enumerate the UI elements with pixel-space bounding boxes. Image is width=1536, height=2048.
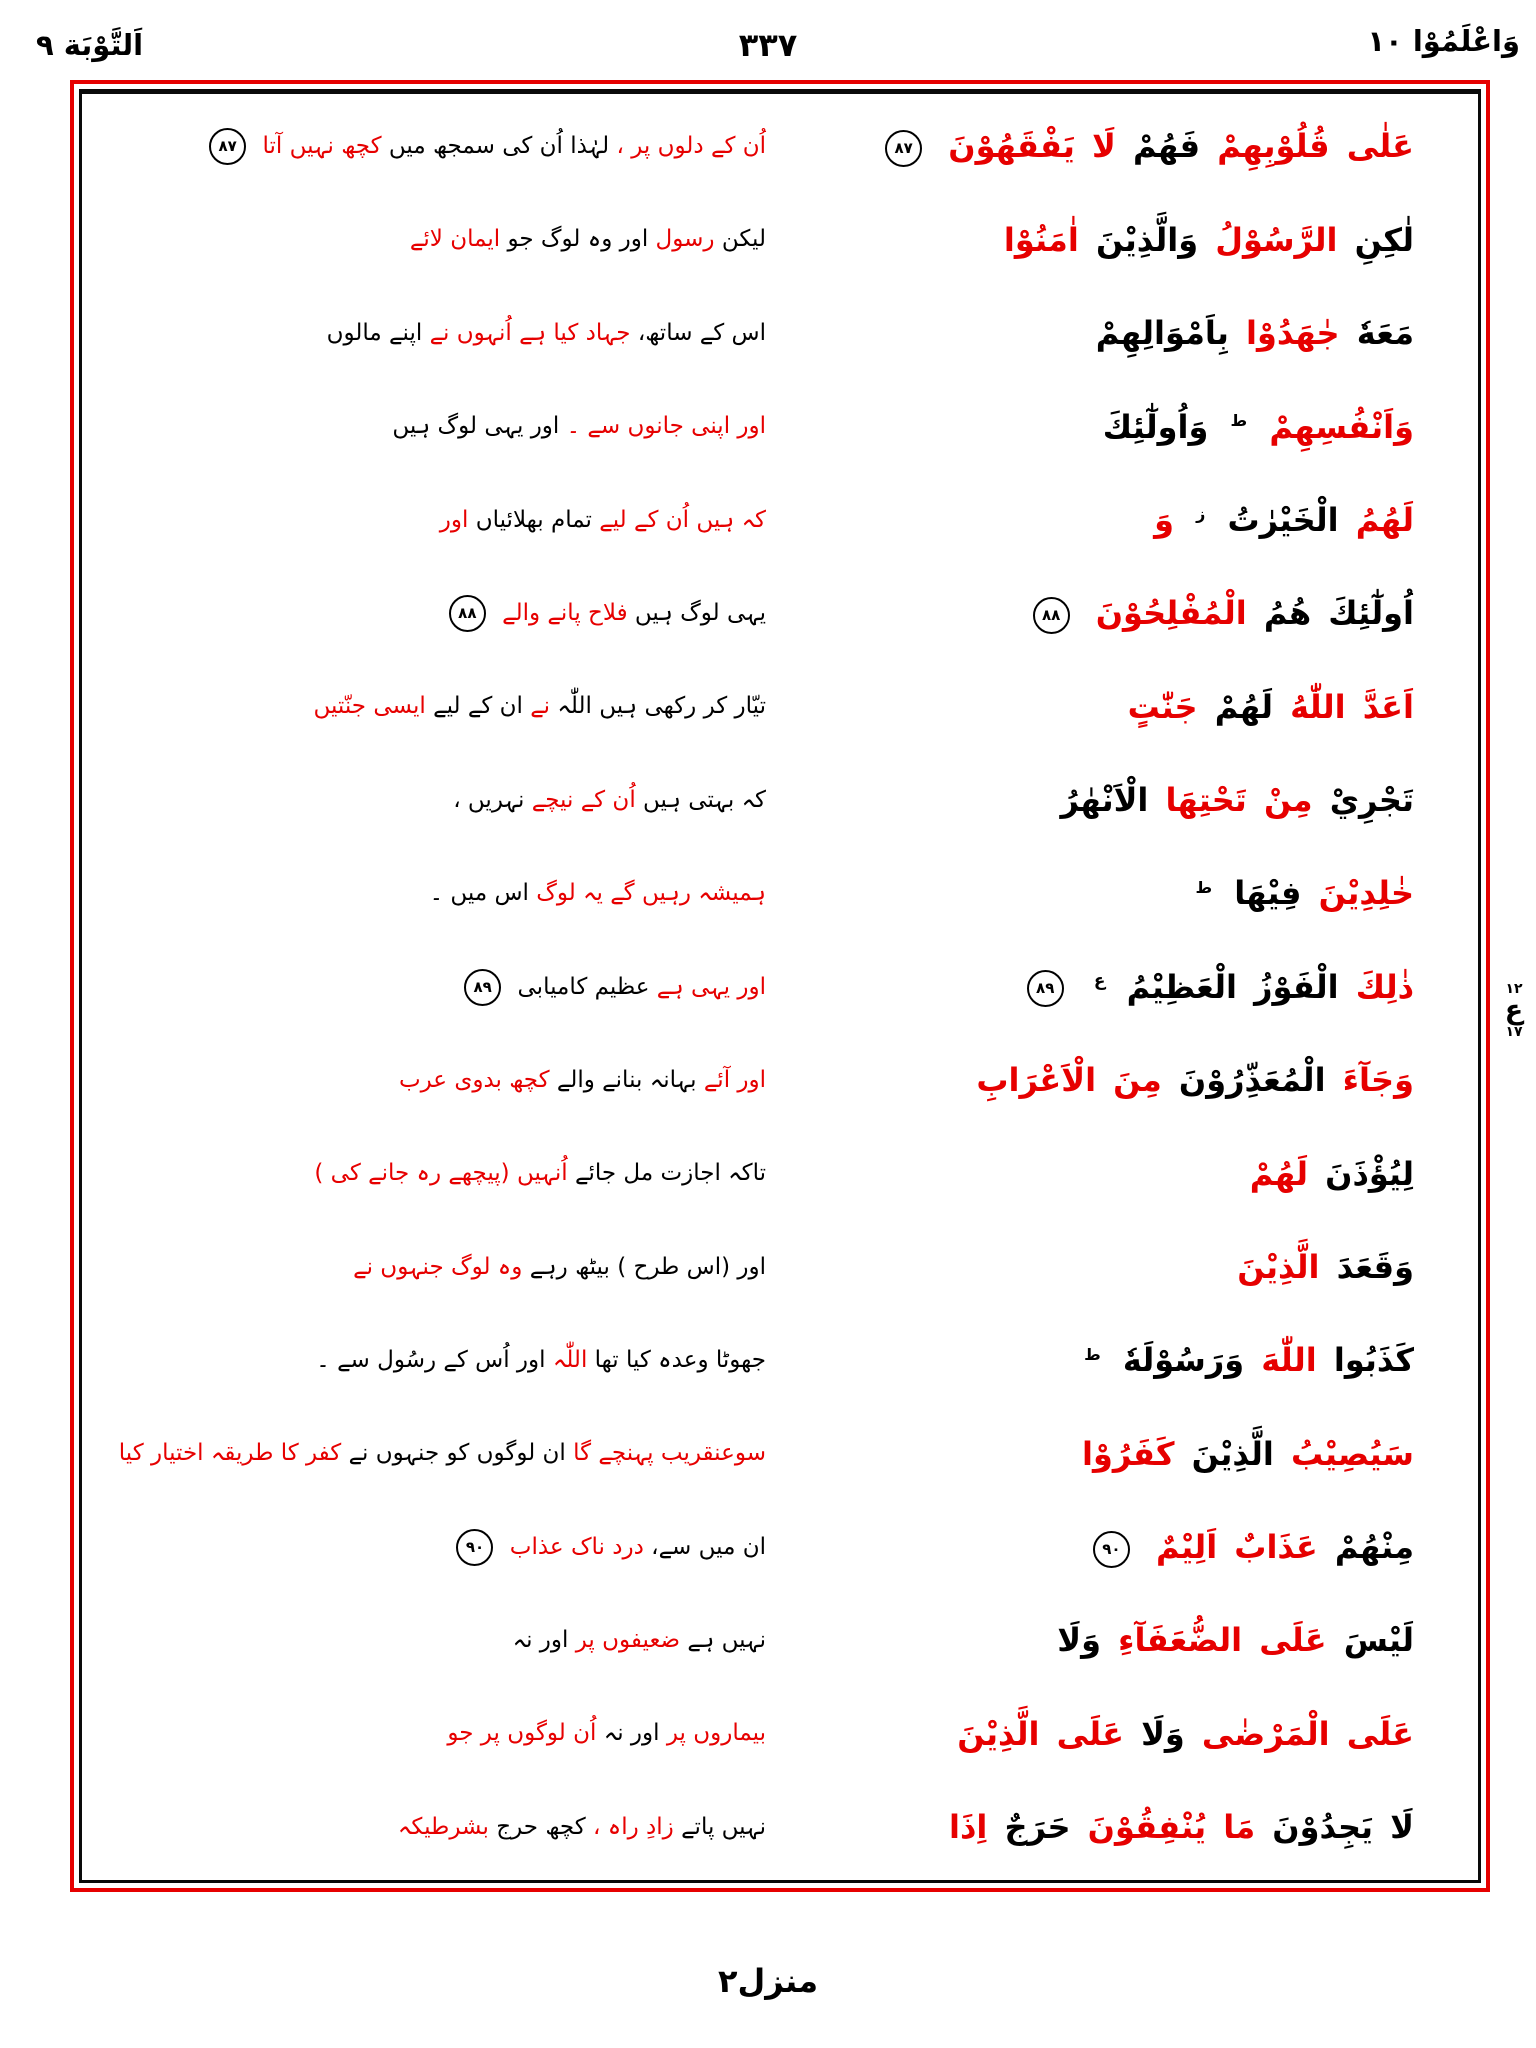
- text-segment: حَرَجٌ: [1004, 1808, 1071, 1847]
- text-segment: الرَّسُوْلُ: [1215, 220, 1338, 259]
- ruku-ain-glyph: ع: [1504, 994, 1524, 1026]
- verse-row: [90, 940, 1470, 1033]
- arabic-verse-text: [780, 964, 1470, 1010]
- text-segment: اپنے مالوں: [326, 319, 423, 346]
- arabic-verse-text: [780, 590, 1470, 636]
- text-segment: ذٰلِكَ: [1355, 967, 1414, 1006]
- text-segment: اللّٰهَ: [1261, 1341, 1317, 1380]
- text-segment: مَا يُنْفِقُوْنَ: [1087, 1808, 1256, 1847]
- text-segment: جھوٹا وعدہ کیا تھا: [594, 1346, 766, 1373]
- verse-number-badge: ۸۹: [464, 969, 501, 1006]
- urdu-translation-text: [90, 1251, 780, 1284]
- text-segment: اور اُس کے رسُول سے ۔: [316, 1346, 546, 1373]
- text-segment: لٰكِنِ: [1354, 220, 1414, 259]
- text-segment: اور (اس طرح ) بیٹھ رہے: [529, 1253, 766, 1280]
- page-number: ۳۳۷: [738, 26, 798, 64]
- page-header: [0, 14, 1536, 74]
- urdu-translation-text: [90, 1064, 780, 1097]
- page-border-black: [79, 89, 1481, 1883]
- text-segment: زادِ راہ ،: [592, 1813, 674, 1840]
- text-segment: کچھ حرج: [496, 1813, 586, 1840]
- text-segment: اور یہی لوگ ہیں: [392, 413, 560, 440]
- verse-row: [90, 193, 1470, 286]
- text-segment: مَعَهٗ: [1356, 314, 1414, 353]
- text-segment: تمام بھلائیاں: [475, 506, 592, 533]
- urdu-translation-text: [90, 1529, 780, 1566]
- text-segment: لَيْسَ: [1343, 1621, 1414, 1660]
- text-segment: کہ بہتی ہیں: [643, 786, 766, 813]
- verse-row: [90, 474, 1470, 567]
- text-segment: وَاَنْفُسِهِمْ: [1269, 407, 1414, 446]
- arabic-verse-text: [780, 497, 1470, 543]
- surah-title: اَلتَّوْبَة ۹: [36, 28, 144, 62]
- ruku-end-mark: ع: [1093, 971, 1106, 992]
- text-segment: اُولٰٓئِكَ هُمُ: [1263, 594, 1414, 633]
- text-segment: عظیم کامیابی: [517, 973, 650, 1000]
- text-segment: وہ لوگ جنہوں نے: [353, 1253, 523, 1280]
- text-segment: عَلٰى قُلُوْبِهِمْ: [1217, 127, 1414, 166]
- text-segment: اَعَدَّ اللّٰهُ: [1290, 687, 1414, 726]
- text-segment: كَذَبُوا: [1333, 1341, 1414, 1380]
- text-segment: عَلَى الَّذِيْنَ: [957, 1714, 1124, 1753]
- verse-row: [90, 1034, 1470, 1127]
- text-segment: لِيُؤْذَنَ: [1325, 1154, 1414, 1193]
- waqf-mark: ط: [1230, 410, 1248, 430]
- text-segment: ضعیفوں پر: [575, 1627, 681, 1654]
- text-segment: کہ ہیں اُن کے لیے: [599, 506, 766, 533]
- text-segment: کچھ نہیں آتا: [262, 133, 382, 160]
- urdu-translation-text: [90, 1717, 780, 1750]
- text-segment: مِنْ تَحْتِهَا: [1165, 781, 1313, 820]
- text-segment: بِاَمْوَالِهِمْ: [1095, 314, 1229, 353]
- ruku-bottom-number: ۱۷: [1505, 1024, 1523, 1041]
- urdu-translation-text: [90, 690, 780, 723]
- text-segment: جٰهَدُوْا: [1246, 314, 1340, 353]
- text-segment: لَهُمْ: [1214, 687, 1273, 726]
- text-segment: اٰمَنُوْا: [1003, 220, 1079, 259]
- text-segment: یہی لوگ ہیں: [634, 600, 766, 627]
- text-segment: خٰلِدِيْنَ: [1318, 874, 1414, 913]
- text-segment: جَنّٰتٍ: [1127, 687, 1198, 726]
- text-segment: وَلَا: [1057, 1621, 1101, 1660]
- text-segment: مِنَ الْاَعْرَابِ: [976, 1061, 1162, 1100]
- verse-number-badge: ۸۸: [1033, 597, 1070, 634]
- arabic-verse-text: [780, 310, 1470, 356]
- text-segment: تَجْرِيْ: [1329, 781, 1414, 820]
- text-segment: الْمُعَذِّرُوْنَ: [1178, 1061, 1326, 1100]
- arabic-verse-text: [780, 404, 1470, 450]
- urdu-translation-text: [90, 1811, 780, 1844]
- verse-row: [90, 754, 1470, 847]
- text-segment: الْاَنْهٰرُ: [1060, 781, 1149, 820]
- urdu-translation-text: [90, 877, 780, 910]
- text-segment: لَهُمُ: [1355, 500, 1414, 539]
- text-segment: اللّٰہ: [552, 1346, 588, 1373]
- text-segment: اور نہ: [512, 1627, 569, 1654]
- arabic-verse-text: [780, 1617, 1470, 1663]
- arabic-verse-text: [780, 684, 1470, 730]
- verse-row: [90, 1501, 1470, 1594]
- verse-row: [90, 1594, 1470, 1687]
- text-segment: وَرَسُوْلَهٗ: [1122, 1341, 1245, 1380]
- text-segment: نہریں ،: [453, 786, 525, 813]
- verse-row: [90, 567, 1470, 660]
- urdu-translation-text: [90, 1624, 780, 1657]
- arabic-verse-text: [780, 1711, 1470, 1757]
- text-segment: كَفَرُوْا: [1082, 1434, 1175, 1473]
- verse-row: [90, 1127, 1470, 1220]
- arabic-verse-text: [780, 123, 1470, 169]
- urdu-translation-text: [90, 128, 780, 165]
- page-border-red: [70, 80, 1490, 1892]
- text-segment: عَلَى الضُّعَفَآءِ: [1118, 1621, 1327, 1660]
- text-segment: ان لوگوں کو جنہوں نے: [348, 1440, 566, 1467]
- urdu-translation-text: [90, 1437, 780, 1470]
- urdu-translation-text: [90, 1344, 780, 1377]
- waqf-mark: ط: [1195, 877, 1213, 897]
- text-segment: بشرطیکہ: [397, 1813, 489, 1840]
- text-segment: اُن کے دلوں پر ،: [616, 133, 766, 160]
- text-segment: ہمیشہ رہیں گے یہ لوگ: [536, 880, 766, 907]
- ruku-top-number: ۱۲: [1505, 981, 1523, 997]
- text-segment: اور آئے: [703, 1066, 766, 1093]
- text-segment: اِذَا: [948, 1808, 988, 1847]
- text-segment: اُن لوگوں پر جو: [447, 1720, 597, 1747]
- text-segment: اس میں ۔: [429, 880, 529, 907]
- text-segment: کفر کا طریقہ اختیار کیا: [118, 1440, 342, 1467]
- verse-number-badge: ۹۰: [1093, 1531, 1130, 1568]
- text-segment: لیکن: [721, 226, 766, 253]
- text-segment: اور یہی ہے: [656, 973, 766, 1000]
- text-segment: لہٰذا اُن کی سمجھ میں: [388, 133, 610, 160]
- text-segment: وَلَا: [1141, 1714, 1185, 1753]
- text-segment: تیّار کر رکھی ہیں اللّٰہ: [557, 693, 766, 720]
- verse-number-badge: ۸۹: [1027, 970, 1064, 1007]
- waqf-mark: ط: [1084, 1344, 1101, 1364]
- verse-row: [90, 1314, 1470, 1407]
- verse-rows: [90, 100, 1470, 1874]
- verse-row: [90, 1781, 1470, 1874]
- text-segment: وَالَّذِيْنَ: [1095, 220, 1199, 259]
- text-segment: عَلَى الْمَرْضٰى: [1201, 1714, 1414, 1753]
- text-segment: وَاُولٰٓئِكَ: [1102, 407, 1209, 446]
- arabic-verse-text: [780, 777, 1470, 823]
- text-segment: اُنہیں (پیچھے رہ جانے کی ): [314, 1160, 568, 1187]
- manzil-label: منزل۲: [717, 1962, 819, 2000]
- text-segment: اس کے ساتھ،: [637, 319, 766, 346]
- text-segment: تاکہ اجازت مل جائے: [575, 1160, 766, 1187]
- verse-row: [90, 100, 1470, 193]
- text-segment: الَّذِيْنَ: [1191, 1434, 1274, 1473]
- urdu-translation-text: [90, 317, 780, 350]
- juz-title: وَاعْلَمُوْا ۱۰: [1367, 24, 1520, 58]
- arabic-verse-text: [780, 1431, 1470, 1477]
- text-segment: اُن کے نیچے: [531, 786, 636, 813]
- urdu-translation-text: [90, 1157, 780, 1190]
- text-segment: لَا يَفْقَهُوْنَ: [948, 127, 1116, 166]
- text-segment: عَذَابٌ اَلِيْمٌ: [1156, 1528, 1318, 1567]
- arabic-verse-text: [780, 1057, 1470, 1103]
- arabic-verse-text: [780, 1524, 1470, 1570]
- arabic-verse-text: [780, 1151, 1470, 1197]
- text-segment: درد ناک عذاب: [509, 1533, 644, 1560]
- text-segment: الْمُفْلِحُوْنَ: [1095, 594, 1247, 633]
- text-segment: الْفَوْزُ الْعَظِيْمُ: [1126, 967, 1339, 1006]
- verse-row: [90, 847, 1470, 940]
- text-segment: فَهُمْ: [1132, 127, 1201, 166]
- urdu-translation-text: [90, 504, 780, 537]
- verse-row: [90, 1221, 1470, 1314]
- text-segment: اور وہ لوگ جو: [507, 226, 649, 253]
- text-segment: ایسی جنّتیں: [313, 693, 426, 720]
- arabic-verse-text: [780, 217, 1470, 263]
- text-segment: اور اپنی جانوں سے ۔: [566, 413, 766, 440]
- text-segment: الْخَيْرٰتُ: [1227, 500, 1339, 539]
- waqf-mark: ز: [1196, 504, 1206, 524]
- urdu-translation-text: [90, 223, 780, 256]
- text-segment: فِيْهَا: [1234, 874, 1302, 913]
- arabic-verse-text: [780, 870, 1470, 916]
- text-segment: بیماروں پر: [666, 1720, 766, 1747]
- text-segment: اور: [439, 506, 469, 533]
- arabic-verse-text: [780, 1244, 1470, 1290]
- text-segment: ایمان لائے: [409, 226, 501, 253]
- text-segment: لَهُمْ: [1249, 1154, 1308, 1193]
- text-segment: سَيُصِيْبُ: [1291, 1434, 1414, 1473]
- text-segment: الَّذِيْنَ: [1237, 1247, 1320, 1286]
- verse-row: [90, 287, 1470, 380]
- verse-number-badge: ۹۰: [456, 1529, 493, 1566]
- verse-number-badge: ۸۷: [209, 128, 246, 165]
- text-segment: فلاح پانے والے: [502, 600, 628, 627]
- verse-number-badge: ۸۷: [885, 130, 922, 167]
- text-segment: ان کے لیے: [433, 693, 523, 720]
- verse-row: [90, 380, 1470, 473]
- text-segment: کچھ بدوی عرب: [398, 1066, 550, 1093]
- text-segment: وَقَعَدَ: [1336, 1247, 1414, 1286]
- text-segment: لَا يَجِدُوْنَ: [1272, 1808, 1414, 1847]
- urdu-translation-text: [90, 410, 780, 443]
- ruku-margin-marker: [1494, 982, 1534, 1040]
- arabic-verse-text: [780, 1337, 1470, 1383]
- urdu-translation-text: [90, 595, 780, 632]
- text-segment: وَ: [1154, 500, 1174, 539]
- text-segment: اور نہ: [603, 1720, 660, 1747]
- verse-row: [90, 660, 1470, 753]
- urdu-translation-text: [90, 784, 780, 817]
- text-segment: مِنْهُمْ: [1334, 1528, 1414, 1567]
- text-segment: بہانہ بنانے والے: [556, 1066, 697, 1093]
- verse-number-badge: ۸۸: [449, 595, 486, 632]
- text-segment: نہیں پاتے: [681, 1813, 766, 1840]
- text-segment: سوعنقریب پہنچے گا: [573, 1440, 766, 1467]
- text-segment: نے: [530, 693, 551, 720]
- verse-row: [90, 1407, 1470, 1500]
- text-segment: نہیں ہے: [687, 1627, 766, 1654]
- urdu-translation-text: [90, 969, 780, 1006]
- text-segment: وَجَآءَ: [1342, 1061, 1414, 1100]
- text-segment: جہاد کیا ہے اُنہوں نے: [429, 319, 631, 346]
- arabic-verse-text: [780, 1804, 1470, 1850]
- text-segment: ان میں سے،: [651, 1533, 766, 1560]
- verse-row: [90, 1687, 1470, 1780]
- text-segment: رسول: [655, 226, 715, 253]
